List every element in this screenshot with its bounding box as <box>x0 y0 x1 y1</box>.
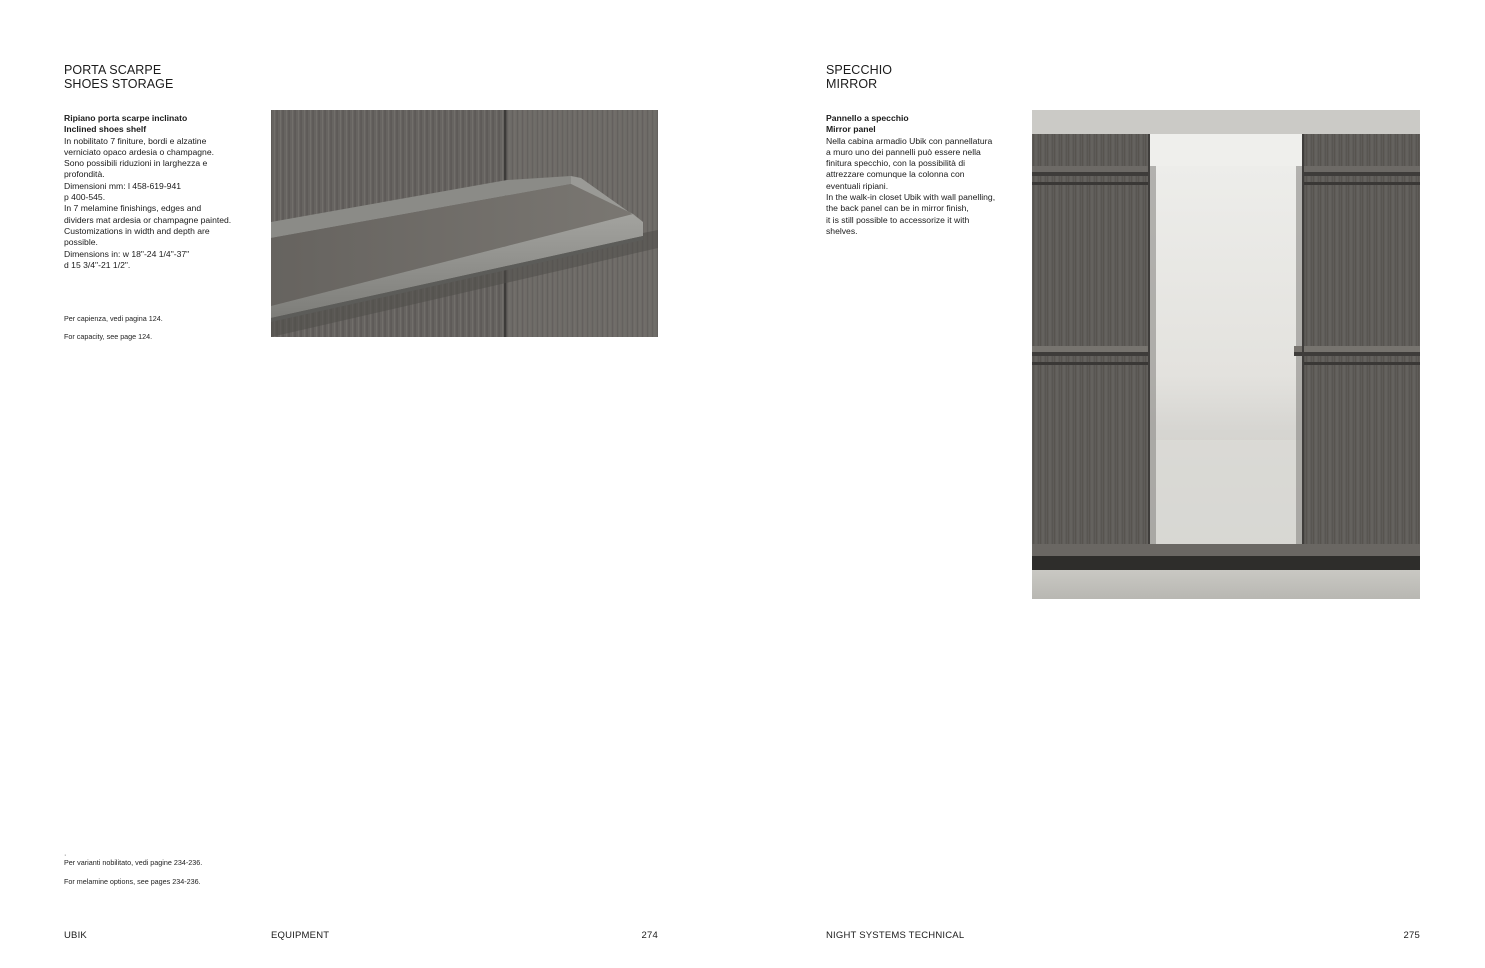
capacity-note-en: For capacity, see page 124. <box>64 332 153 341</box>
footer-brand: UBIK <box>64 930 87 941</box>
body-line: shelves. <box>826 225 858 236</box>
body-line: finitura specchio, con la possibilità di <box>826 158 966 169</box>
body-line: possible. <box>64 237 98 248</box>
footer-category: NIGHT SYSTEMS TECHNICAL <box>826 930 965 941</box>
body-line: In the walk-in closet Ubik with wall panelling, <box>826 192 996 203</box>
left-description <box>64 113 254 271</box>
body-line: Dimensioni mm: l 458-619-941 <box>64 180 182 191</box>
heading-line-it: PORTA SCARPE <box>64 63 162 77</box>
heading-line-en: SHOES STORAGE <box>64 77 174 91</box>
dot-mark: · <box>64 850 67 859</box>
page-number-right: 275 <box>1403 930 1420 941</box>
capacity-note-it: Per capienza, vedi pagina 124. <box>64 314 163 323</box>
footer-section: EQUIPMENT <box>271 930 330 941</box>
body-line: p 400-545. <box>64 192 106 203</box>
subtitle-it: Ripiano porta scarpe inclinato <box>64 113 188 123</box>
body-line: eventuali ripiani. <box>826 180 889 191</box>
body-line: dividers mat ardesia or champagne painted. <box>64 214 232 225</box>
body-line: Sono possibili riduzioni in larghezza e <box>64 158 208 169</box>
body-line: the back panel can be in mirror finish, <box>826 203 969 214</box>
body-line: a muro uno dei pannelli può essere nella <box>826 146 981 157</box>
inclined-shoe-shelf-illustration <box>271 110 658 337</box>
subtitle-it: Pannello a specchio <box>826 113 909 123</box>
body-line: Customizations in width and depth are <box>64 225 210 236</box>
left-heading <box>64 63 173 91</box>
mirror-panel-photo <box>1032 110 1420 599</box>
body-line: it is still possible to accessorize it with <box>826 214 970 225</box>
body-line: In nobilitato 7 finiture, bordi e alzatine <box>64 135 207 146</box>
body-line: profondità. <box>64 169 105 180</box>
body-line: Nella cabina armadio Ubik con pannellatura <box>826 135 993 146</box>
page-number-left: 274 <box>641 930 658 941</box>
right-description <box>826 113 1021 237</box>
heading-line-it: SPECCHIO <box>826 63 893 77</box>
melamine-note-it: Per varianti nobilitato, vedi pagine 234-236. <box>64 858 203 867</box>
body-line: attrezzare comunque la colonna con <box>826 169 965 180</box>
heading-line-en: MIRROR <box>826 77 878 91</box>
subtitle-en: Inclined shoes shelf <box>64 124 147 135</box>
body-line: d 15 3/4"-21 1/2". <box>64 259 131 270</box>
shoe-shelf-photo <box>271 110 658 337</box>
body-line: In 7 melamine finishings, edges and <box>64 203 202 214</box>
mirror-panel-closet-illustration <box>1032 110 1420 599</box>
subtitle-en: Mirror panel <box>826 124 876 135</box>
right-heading <box>826 63 892 91</box>
melamine-note-en: For melamine options, see pages 234-236. <box>64 877 201 886</box>
body-line: verniciato opaco ardesia o champagne. <box>64 146 215 157</box>
body-line: Dimensions in: w 18"-24 1/4"-37" <box>64 248 190 259</box>
